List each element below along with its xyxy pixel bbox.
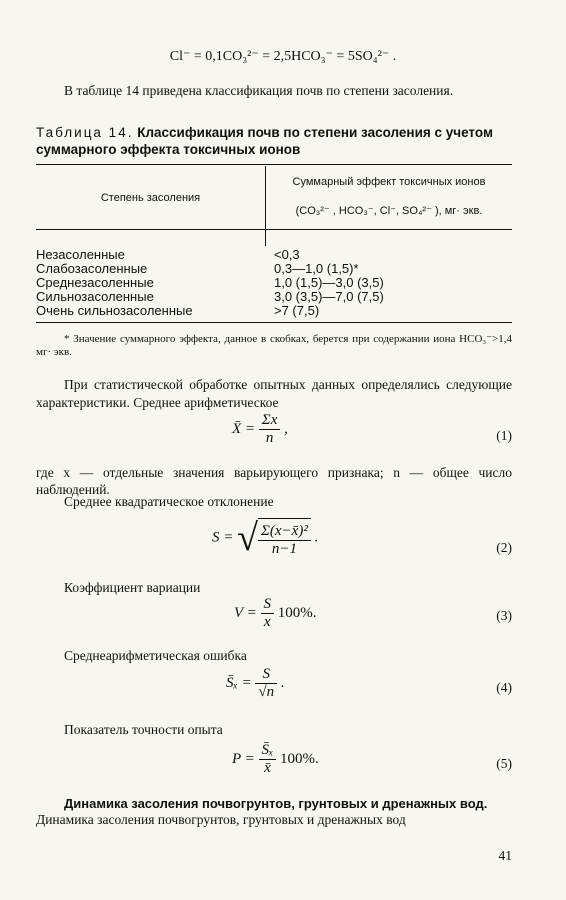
sqrt-icon: √	[237, 517, 258, 559]
equation-2-lhs: S =	[212, 529, 234, 546]
equation-5-numerator: S̄ₓ	[259, 742, 277, 760]
equation-3-lhs: V =	[234, 604, 257, 621]
table-top-rule	[36, 164, 512, 165]
std-label: Среднее квадратическое отклонение	[64, 494, 274, 509]
table-cell-value: >7 (7,5)	[274, 303, 320, 318]
table-cell-degree: Незасоленные	[36, 247, 125, 262]
equation-1-lhs: X̄ =	[232, 420, 256, 437]
equation-5-tail: 100%.	[280, 750, 319, 767]
table-caption-prefix: Таблица 14.	[36, 125, 134, 140]
equation-3	[234, 596, 317, 631]
table-bottom-rule	[36, 322, 512, 323]
equation-3-number: (3)	[496, 608, 512, 623]
table-row	[36, 303, 512, 317]
equation-2-denominator: n−1	[271, 541, 297, 557]
cv-label: Коэффициент вариации	[64, 580, 201, 595]
page-number: 41	[498, 848, 512, 863]
equation-5-number: (5)	[496, 756, 512, 771]
table-caption-text: Классификация почв по степени засоления с учетом суммарного эффекта токсичных ионов	[36, 125, 493, 157]
equation-1-tail: ,	[284, 420, 288, 437]
where-paragraph: где x — отдельные значения варьирующего признака; n — общее число наблюдений.	[36, 465, 512, 497]
table-cell-value: <0,3	[274, 247, 300, 262]
table-header-ions: (CO₃²⁻ , HCO₃⁻, Cl⁻, SO₄²⁻ ), мг· экв.	[295, 205, 483, 217]
equation-1	[232, 412, 288, 447]
equation-4-lhs: S̄ₓ =	[226, 674, 252, 691]
intro-paragraph: В таблице 14 приведена классификация почв по степени засоления.	[64, 83, 454, 98]
table-row	[36, 247, 512, 261]
table-cell-degree: Очень сильнозасоленные	[36, 303, 193, 318]
equation-1-number: (1)	[496, 428, 512, 443]
table-cell-value: 3,0 (3,5)—7,0 (7,5)	[274, 289, 384, 304]
equation-4-number: (4)	[496, 680, 512, 695]
table-cell-degree: Слабозасоленные	[36, 261, 148, 276]
equation-4-numerator: S	[255, 666, 277, 684]
equation-5-denominator: x̄	[264, 760, 271, 776]
table-row	[36, 275, 512, 289]
equation-3-denominator: x	[263, 614, 271, 630]
table-header-effect: Суммарный эффект токсичных ионов	[292, 176, 486, 188]
table-cell-value: 1,0 (1,5)—3,0 (3,5)	[274, 275, 384, 290]
section-title: Динамика засоления почвогрунтов, грунтовых и дренажных вод.	[64, 796, 488, 811]
equation-2	[212, 516, 318, 560]
table-header-rule	[36, 229, 512, 230]
table-cell-value: 0,3—1,0 (1,5)*	[274, 261, 359, 276]
table-row	[36, 289, 512, 303]
equation-3-numerator: S	[261, 596, 275, 614]
section-paragraph: Динамика засоления почвогрунтов, грунтовых и дренажных вод	[36, 812, 406, 827]
equation-1-denominator: n	[265, 430, 274, 446]
equation-3-tail: 100%.	[277, 604, 317, 621]
table-header-degree: Степень засоления	[100, 192, 201, 204]
equation-4-denominator: √n	[258, 684, 275, 700]
equation-5-lhs: P =	[232, 750, 255, 767]
table-caption	[36, 124, 512, 158]
equation-5	[232, 742, 319, 777]
equation-4-tail: .	[280, 674, 285, 691]
table-footnote: * Значение суммарного эффекта, данное в скобках, берется при содержании иона HCO₃⁻>1,4 мг· экв.	[36, 333, 512, 358]
table-cell-degree: Сильнозасоленные	[36, 289, 154, 304]
error-label: Среднеарифметическая ошибка	[64, 648, 247, 663]
equation-4	[226, 666, 285, 701]
stats-paragraph: При статистической обработке опытных данных определялись следующие характеристики. Среднее арифметическое	[36, 377, 512, 410]
table-cell-degree: Среднезасоленные	[36, 275, 154, 290]
equation-2-number: (2)	[496, 540, 512, 555]
equation-2-tail: .	[314, 529, 319, 546]
equation-1-numerator: Σx	[259, 412, 281, 430]
top-formula: Cl⁻ = 0,1CO₃²⁻ = 2,5HCO₃⁻ = 5SO₄²⁻ .	[169, 49, 397, 64]
table-row	[36, 261, 512, 275]
accuracy-label: Показатель точности опыта	[64, 722, 223, 737]
equation-2-numerator: Σ(x−x̄)²	[258, 523, 311, 541]
